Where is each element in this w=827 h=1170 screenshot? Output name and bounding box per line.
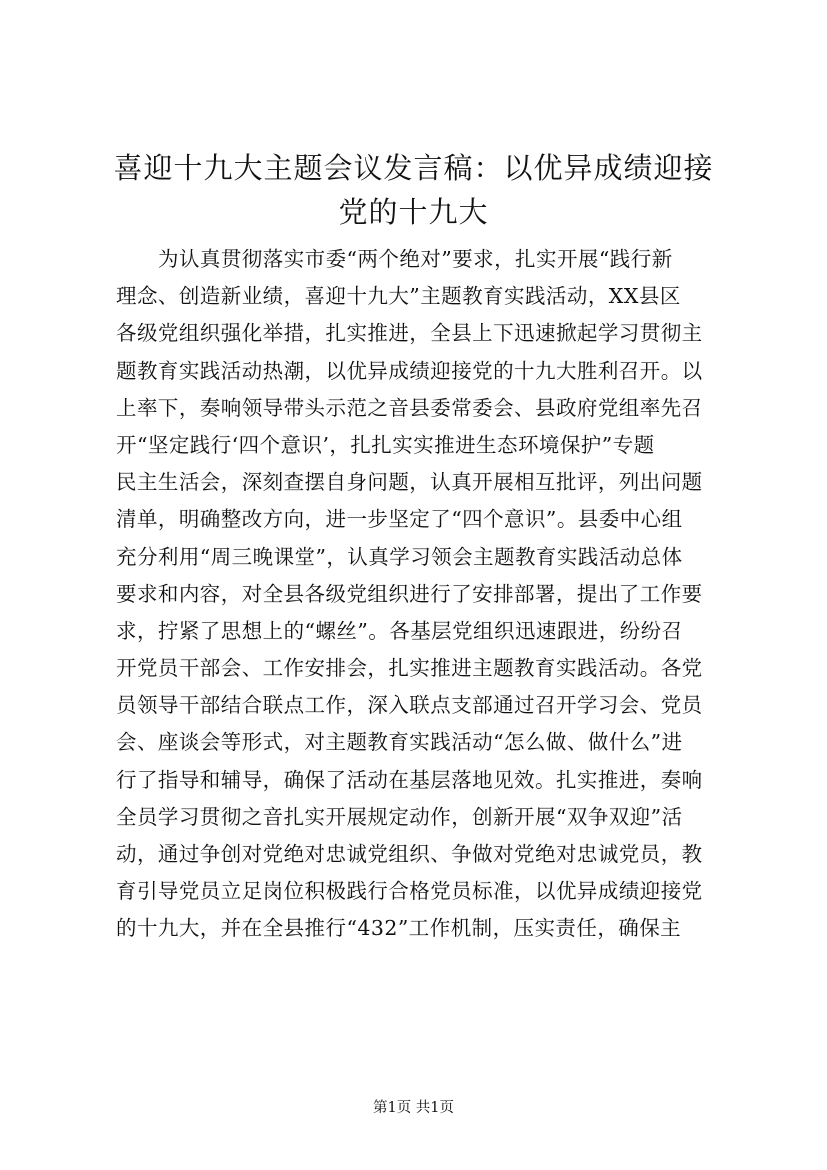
text-line: 上率下，奏响领导带头示范之音县委常委会、县政府党组率先召 (116, 395, 703, 420)
text-line: 各级党组织强化举措，扎实推进，全县上下迅速掀起学习贯彻主 (116, 321, 703, 346)
text-line: 育引导党员立足岗位积极践行合格党员标准，以优异成绩迎接党 (116, 879, 703, 904)
text-line: 会、座谈会等形式，对主题教育实践活动“怎么做、做什么”进 (116, 730, 683, 755)
text-line: 要求和内容，对全县各级党组织进行了安排部署，提出了工作要 (116, 581, 703, 606)
text-line: 开党员干部会、工作安排会，扎实推进主题教育实践活动。各党 (116, 656, 703, 681)
text-line: 全员学习贯彻之音扎实开展规定动作，创新开展“双争双迎”活 (116, 804, 683, 829)
text-line: 动，通过争创对党绝对忠诚党组织、争做对党绝对忠诚党员，教 (116, 842, 703, 866)
text-line: 民主生活会，深刻查摆自身问题，认真开展相互批评，列出问题 (116, 470, 703, 495)
body-paragraph (116, 241, 728, 948)
text-line: 员领导干部结合联点工作，深入联点支部通过召开学习会、党员 (116, 693, 703, 718)
text-line: 理念、创造新业绩，喜迎十九大”主题教育实践活动，XX县区 (116, 284, 681, 309)
text-line: 题教育实践活动热潮，以优异成绩迎接党的十九大胜利召开。以 (116, 358, 703, 383)
text-line: 行了指导和辅导，确保了活动在基层落地见效。扎实推进，奏响 (116, 767, 703, 792)
title-line-1: 喜迎十九大主题会议发言稿：以优异成绩迎接 (113, 151, 714, 185)
text-line: 为认真贯彻落实市委“两个绝对”要求，扎实开展“践行新 (158, 247, 673, 271)
document-title (100, 146, 727, 234)
text-line: 开“坚定践行‘四个意识’，扎扎实实推进生态环境保护”专题 (116, 432, 655, 457)
text-line: 的十九大，并在全县推行“432”工作机制，压实责任，确保主 (116, 916, 682, 941)
text-line: 充分利用“周三晚课堂”，认真学习领会主题教育实践活动总体 (116, 544, 683, 569)
title-line-2: 党的十九大 (338, 195, 489, 229)
text-line: 求，拧紧了思想上的“螺丝”。各基层党组织迅速跟进，纷纷召 (116, 618, 683, 643)
text-line: 清单，明确整改方向，进一步坚定了“四个意识”。县委中心组 (116, 507, 683, 532)
page-footer (0, 1098, 827, 1118)
page-number: 第1页 共1页 (372, 1100, 455, 1116)
